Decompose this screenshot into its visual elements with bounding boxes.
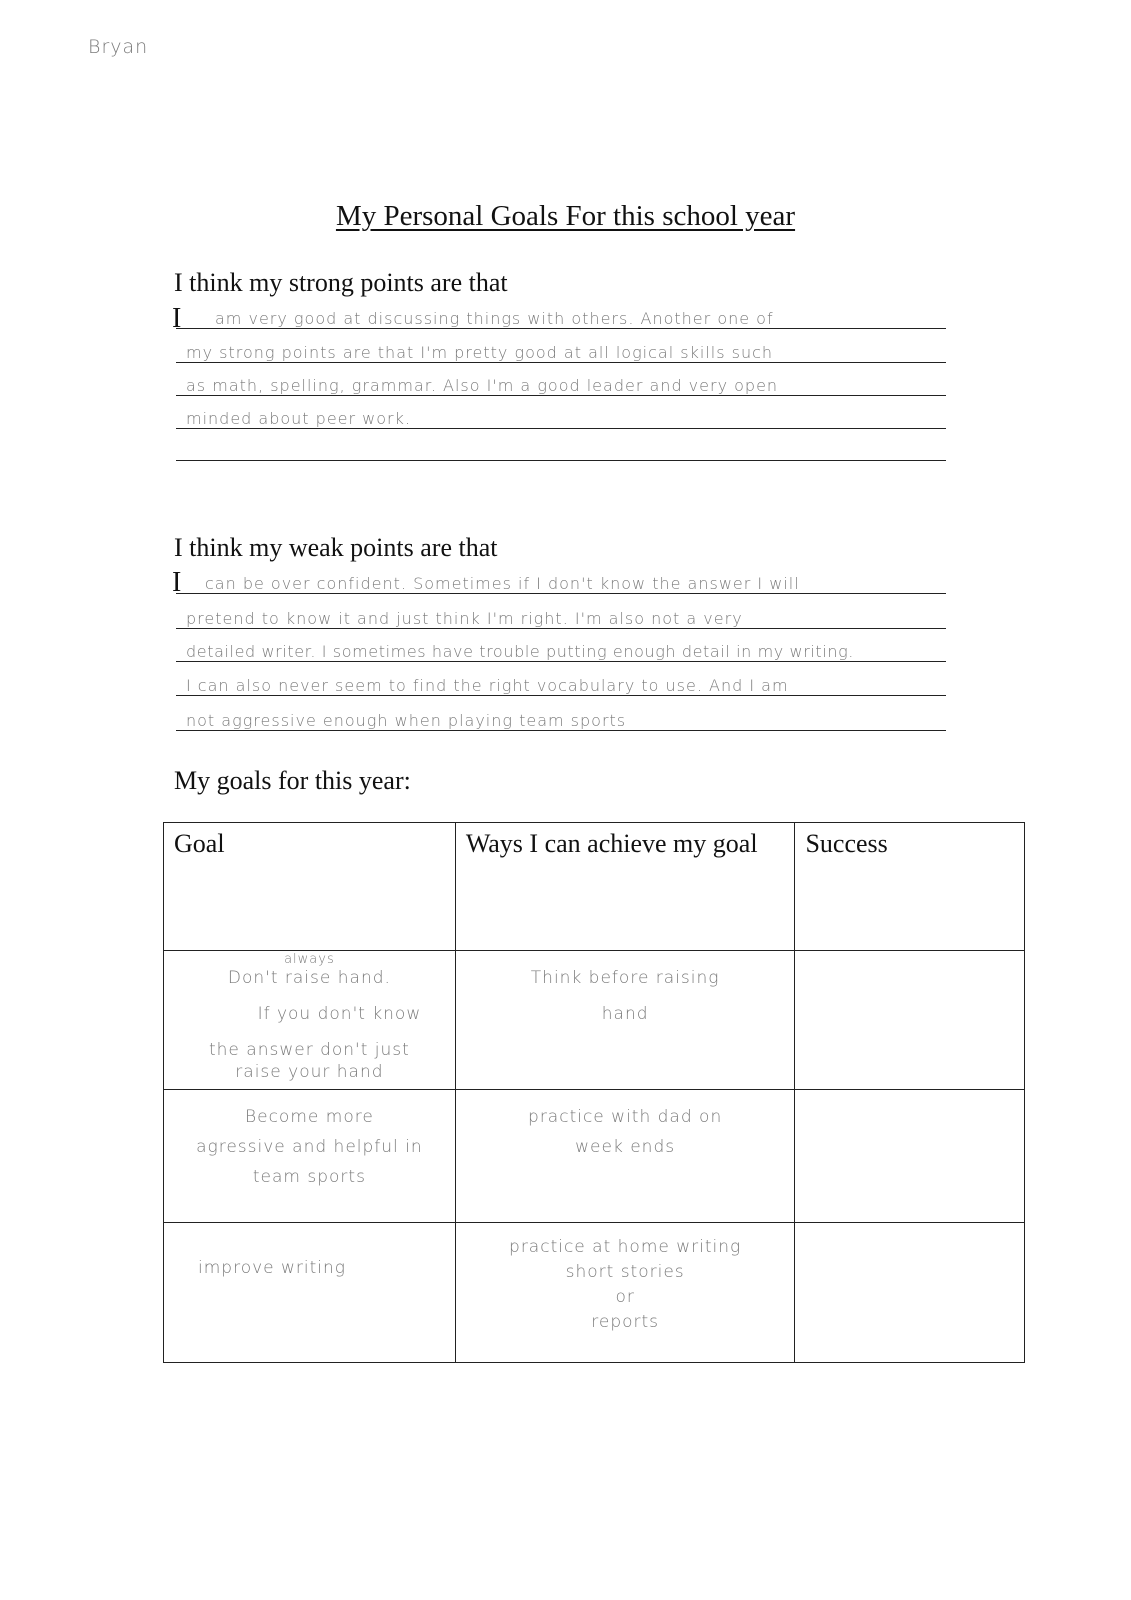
- ways-text: practice at home writing: [509, 1237, 742, 1257]
- goal-text: If you don't know: [257, 1004, 422, 1024]
- handwritten-line: am very good at discussing things with others. Another one of: [215, 309, 774, 328]
- weak-points-prompt: I think my weak points are that: [174, 533, 498, 562]
- writing-line: [176, 460, 946, 461]
- ways-text: Think before raising: [530, 968, 720, 988]
- goal-text: the answer don't just: [208, 1040, 410, 1060]
- writing-line: [176, 362, 946, 363]
- writing-line: [176, 695, 946, 696]
- table-row: [164, 951, 1025, 1090]
- writing-line: [176, 428, 946, 429]
- ways-cell: [455, 1090, 795, 1223]
- goal-cell: [164, 1090, 456, 1223]
- ways-text: short stories: [565, 1262, 685, 1282]
- ways-text: practice with dad on: [528, 1107, 723, 1127]
- goal-cell: [164, 951, 456, 1090]
- handwritten-line: not aggressive enough when playing team sports: [186, 711, 627, 730]
- header-success: Success: [795, 823, 1025, 951]
- handwritten-line: minded about peer work.: [186, 409, 411, 428]
- ways-cell: [455, 951, 795, 1090]
- goal-text: agressive and helpful in: [196, 1137, 423, 1157]
- goal-text: Become more: [245, 1107, 374, 1127]
- table-header-row: [164, 823, 1025, 951]
- strong-points-prompt: I think my strong points are that: [174, 268, 508, 297]
- ways-text: or: [615, 1287, 635, 1307]
- writing-line: [176, 593, 946, 594]
- header-ways: Ways I can achieve my goal: [455, 823, 795, 951]
- title-text: My Personal Goals For this school year: [335, 200, 796, 232]
- ways-cell: [455, 1223, 795, 1363]
- table-row: [164, 1090, 1025, 1223]
- success-cell: [795, 1223, 1025, 1363]
- goals-table: [163, 822, 1025, 1363]
- strong-starter: I: [172, 303, 182, 334]
- handwritten-line: pretend to know it and just think I'm right. I'm also not a very: [186, 609, 743, 628]
- handwritten-line: I can also never seem to find the right vocabulary to use. And I am: [186, 676, 789, 695]
- handwritten-line: detailed writer. I sometimes have trouble putting enough detail in my writing.: [186, 642, 854, 661]
- handwritten-line: can be over confident. Sometimes if I don't know the answer I will: [205, 574, 800, 593]
- goals-prompt: My goals for this year:: [174, 766, 411, 795]
- student-name: Bryan: [88, 36, 149, 58]
- writing-line: [176, 661, 946, 662]
- writing-line: [176, 628, 946, 629]
- weak-starter: I: [172, 567, 182, 598]
- goal-text: raise your hand: [235, 1062, 384, 1082]
- writing-line: [176, 328, 946, 329]
- writing-line: [176, 730, 946, 731]
- goal-cell: [164, 1223, 456, 1363]
- success-cell: [795, 951, 1025, 1090]
- table-row: [164, 1223, 1025, 1363]
- handwritten-line: my strong points are that I'm pretty good at all logical skills such: [186, 343, 774, 362]
- writing-line: [176, 395, 946, 396]
- goal-text: team sports: [252, 1167, 366, 1187]
- ways-text: hand: [601, 1004, 649, 1024]
- ways-text: reports: [591, 1312, 660, 1332]
- page-title: [0, 200, 1131, 233]
- goal-text: Don't raise hand.: [227, 968, 391, 988]
- success-cell: [795, 1090, 1025, 1223]
- handwritten-line: as math, spelling, grammar. Also I'm a good leader and very open: [186, 376, 779, 395]
- goal-text: improve writing: [198, 1258, 346, 1278]
- ways-text: week ends: [575, 1137, 676, 1157]
- header-goal: Goal: [164, 823, 456, 951]
- goal-text: always: [284, 952, 335, 967]
